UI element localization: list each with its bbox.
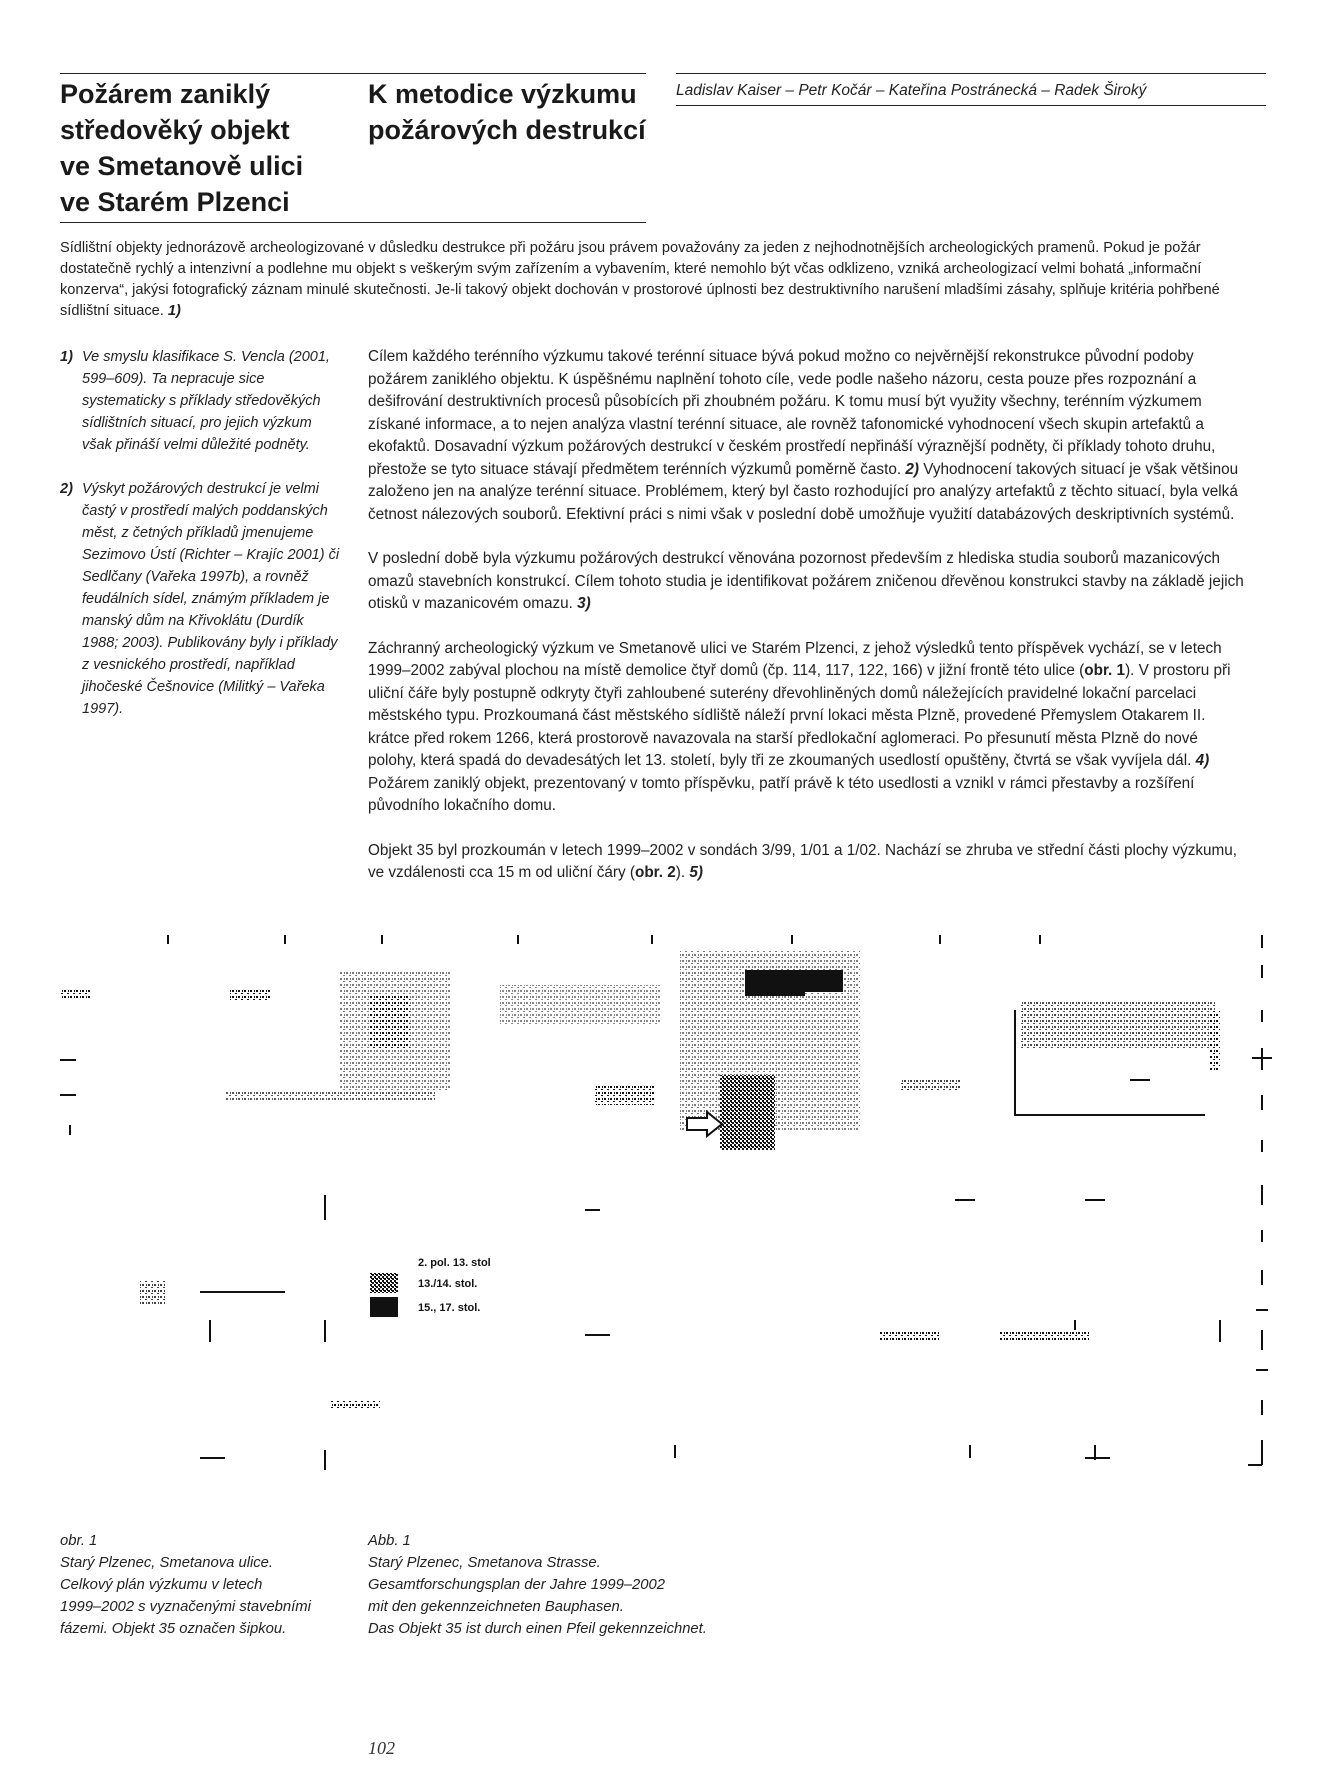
header-rule-right-bottom [676,105,1266,106]
grid-ticks-left [60,1060,1220,1470]
paragraph-text: ). V prostoru při uliční čáře byly postupně odkryty čtyři zahloubené suterény dřevohliněných domů náležejících pravidelné lokační parcelaci městského typu. Prozkoumaná část městského sídliště náleží první lokaci města Plzně, provedené Přemyslem Otakarem II. krátce před rokem 1266, která prostorově navazovala na starší předlokační aglomeraci. Po přesunutí města Plzně do nové polohy, která spadá do devadesátých let 13. století, byly tři ze zkoumaných usedlostí opuštěny, čtvrtá se však vyvíjela dál. [368,662,1231,769]
figure-ref: obr. 2 [634,864,676,881]
plan-legend [370,1257,491,1317]
legend-label: 15., 17. stol. [418,1302,481,1314]
paragraph-text: Objekt 35 byl prozkoumán v letech 1999–2002 v sondách 3/99, 1/01 a 1/02. Nachází se zhruba ve střední části plochy výzkumu, ve vzdálenosti cca 15 m od uliční čáry ( [368,841,1238,881]
caption-line: Gesamtforschungsplan der Jahre 1999–2002 [368,1577,665,1593]
caption-line: 1999–2002 s vyznačenými stavebními [60,1599,311,1615]
legend-label: 2. pol. 13. stol [418,1257,491,1269]
footnote-text: Ve smyslu klasifikace S. Vencla (2001, 599–609). Ta nepracuje sice systematicky s příklady středověkých sídlištních situací, pro jejich výzkum však přináší velmi důležité podněty. [82,349,330,453]
header-rule-left-top [60,73,646,74]
figure-caption-czech [60,1530,350,1640]
footnote-text: Výskyt požárových destrukcí je velmi častý v prostředí malých poddanských měst, z četných příkladů jmenujeme Sezimovo Ústí (Richter – Krajíc 2001) či Sedlčany (Vařeka 1997b), a rovněž feudálních sídel, známým příkladem je manský dům na Křivoklátu (Durdík 1988; 2003). Publikovány byly i příklady z vesnického prostředí, například jihočeské Češnovice (Militký – Vařeka 1997). [82,481,340,717]
body-paragraph-3 [368,638,1248,818]
paragraph-text: Požárem zaniklý objekt, prezentovaný v tomto příspěvku, patří právě k této usedlosti a vznikl v rámci přestavby a rozšíření původního lokačního domu. [368,774,1195,814]
figure-ref: obr. 1 [1084,662,1126,679]
footnote-ref: 5) [689,864,703,881]
paragraph-text: Vyhodnocení takových situací je však většinou založeno jen na analýze terénní situace. Problémem, který byl často rozhodující pro analýzy artefaktů z těchto situací, byla velká četnost nálezových souborů. Efektivní práci s nimi však v poslední době umožňuje využití databázových deskriptivních systémů. [368,460,1239,523]
lead-text: Sídlištní objekty jednorázově archeologizované v důsledku destrukce při požáru jsou právem považovány za jeden z nejhodnotnějších archeologických pramenů. Pokud je požár dostatečně rychlý a intenzivní a podlehne mu objekt s veškerým svým zařízením a vybavením, které nemohlo být včas odklizeno, vzniká archeologizací velmi bohatá „informační konzerva“, jakýsi fotografický záznam minulé skutečnosti. Je-li takový objekt dochován v prostorové úplnosti bez destruktivního narušení mladšími zásahy, splňuje kritéria pohřbené sídlištní situace. [60,240,1220,319]
excavation-plan [40,930,1290,1480]
lead-footnote-ref: 1) [167,303,181,319]
body-paragraph-2 [368,548,1248,616]
paragraph-text: Cílem každého terénního výzkumu takové terénní situace bývá pokud možno co nejvěrnější rekonstrukce původní podoby požárem zaniklého objektu. K úspěšnému naplnění tohoto cíle, vede podle našeho názoru, cesta pouze přes rozpoznání a dešifrování destruktivních procesů působících při zhoubném požáru. K tomu musí být využity všechny, terénním výzkumem získané informace, a to nejen analýza vlastní terénní situace, ale rovněž tafonomické vyhodnocení všech skupin artefaktů a ekofaktů. Dosavadní výzkum požárových destrukcí v českém prostředí nepřináší výraznější podněty, či příklady tohoto druhu, přestože se tyto situace stávají předmětem terénních výzkumů poměrně často. [368,348,1216,478]
legend-swatch-solid [370,1297,398,1317]
paragraph-text: ). [675,864,686,881]
plan-features [60,950,1220,1408]
excavation-plan-figure [40,930,1290,1480]
page-number: 102 [368,1738,395,1758]
caption-line: Starý Plzenec, Smetanova ulice. [60,1555,274,1571]
footnote-2 [60,478,340,720]
header-rule-right-top [676,73,1266,74]
body-paragraph-4 [368,840,1248,885]
article-subtitle: K metodice výzkumu požárových destrukcí [368,79,646,145]
caption-line: Celkový plán výzkumu v letech [60,1577,263,1593]
paragraph-text: V poslední době byla výzkumu požárových destrukcí věnována pozornost především z hlediska studia souborů mazanicových omazů stavebních konstrukcí. Cílem tohoto studia je identifikovat požárem zničenou dřevěnou konstrukci stavby na základě jejich otisků v mazanicovém omazu. [368,550,1244,612]
footnote-ref: 4) [1195,752,1210,769]
lead-paragraph [60,238,1240,322]
body-column [368,346,1248,907]
body-paragraph-1 [368,346,1248,526]
grid-ticks-top [168,935,1262,948]
caption-label: obr. 1 [60,1533,98,1549]
grid-ticks-right [1248,965,1272,1465]
authors-line: Ladislav Kaiser – Petr Kočár – Kateřina Postránecká – Radek Široký [676,82,1147,99]
footnote-ref: 3) [577,595,591,612]
article-title: Požárem zaniklý středověký objekt ve Smetanově ulici ve Starém Plzenci [60,79,304,217]
caption-line: mit den gekennzeichneten Bauphasen. [368,1599,624,1615]
paragraph-text: Záchranný archeologický výzkum ve Smetanově ulici ve Starém Plzenci, z jehož výsledků tento příspěvek vychází, se v letech 1999–2002 zabýval plochou na místě demolice čtyř domů (čp. 114, 117, 122, 166) v jižní frontě této ulice ( [368,639,1222,679]
footnote-ref: 2) [905,460,919,478]
figure-caption-german [368,1530,788,1640]
caption-label: Abb. 1 [368,1533,411,1549]
legend-swatch-hatch [370,1273,398,1293]
footnote-number: 1) [60,349,73,365]
header-rule-left-bottom [60,222,646,223]
footnote-number: 2) [60,481,73,497]
caption-line: Starý Plzenec, Smetanova Strasse. [368,1555,601,1571]
caption-line: Das Objekt 35 ist durch einen Pfeil gekennzeichnet. [368,1621,707,1637]
footnote-1 [60,346,340,456]
legend-label: 13./14. stol. [418,1278,478,1290]
caption-line: fázemi. Objekt 35 označen šipkou. [60,1621,287,1637]
footnotes-column [60,346,340,742]
